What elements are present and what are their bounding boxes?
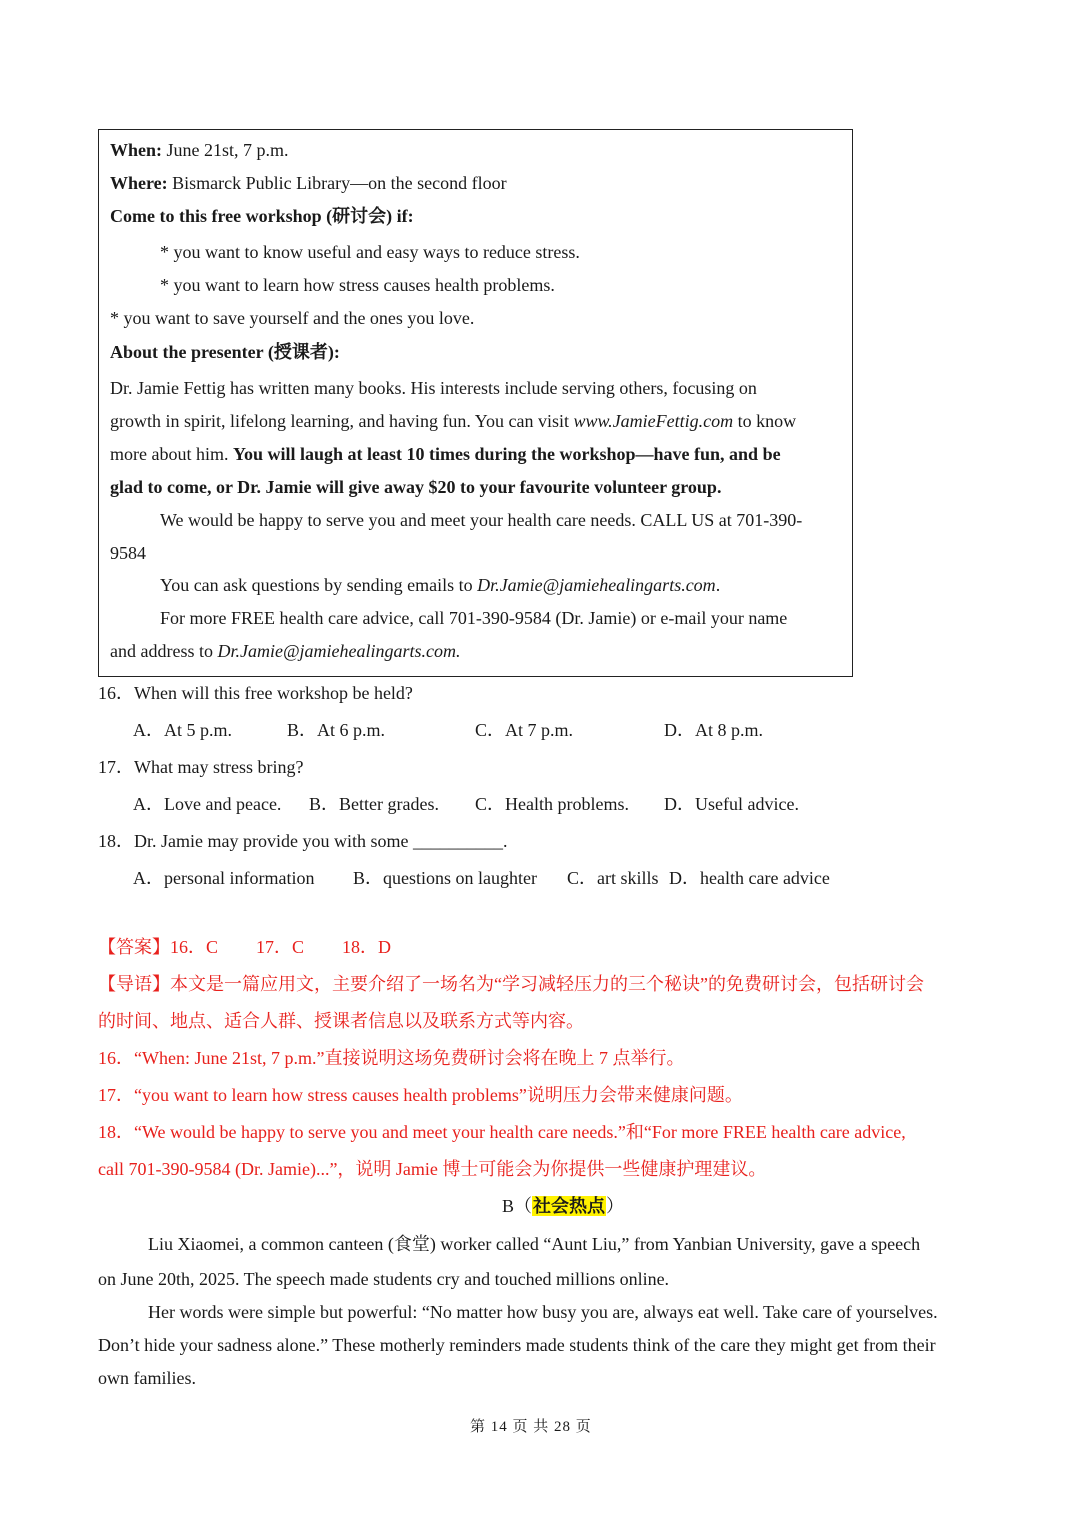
contact-line: 9584 — [110, 543, 146, 563]
bullet-item: * you want to know useful and easy ways to reduce stress. — [160, 242, 580, 262]
text: You can ask questions by sending emails to — [160, 575, 478, 595]
option-b: B．Better grades. — [309, 794, 439, 814]
presenter-paragraph-line — [110, 412, 796, 430]
option-a: A．At 5 p.m. — [133, 720, 232, 740]
bullet-item: * you want to save yourself and the ones you love. — [110, 308, 475, 328]
email-address: Dr.Jamie@jamiehealingarts.com — [477, 575, 716, 595]
bold-text: You will laugh at least 10 times during the workshop—have fun, and be — [232, 444, 781, 464]
page-number: 第 14 页 共 28 页 — [470, 1419, 592, 1435]
option-c: C．Health problems. — [475, 794, 629, 814]
presenter-paragraph-line — [110, 445, 781, 463]
presenter-paragraph-line: glad to come, or Dr. Jamie will give away $20 to your favourite volunteer group. — [110, 477, 722, 497]
passage-line: Her words were simple but powerful: “No matter how busy you are, always eat well. Take care of yourselves. — [148, 1302, 938, 1322]
where-value: Bismarck Public Library—on the second floor — [167, 173, 507, 193]
explanation-line: 18．“We would be happy to serve you and meet your health care needs.”和“For more FREE health care advice, — [98, 1122, 906, 1142]
answer-item: 16．C — [170, 937, 219, 957]
answer-line — [98, 938, 391, 956]
guide-label: 【导语】 — [98, 974, 170, 994]
option-d: D．health care advice — [669, 868, 830, 888]
text: to know — [733, 411, 797, 431]
passage-line: own families. — [98, 1368, 196, 1388]
section-tag: 社会热点 — [533, 1196, 606, 1216]
presenter-heading: About the presenter (授课者): — [110, 342, 340, 362]
answer-label: 【答案】 — [98, 937, 170, 957]
guide-line: 的时间、地点、适合人群、授课者信息以及联系方式等内容。 — [98, 1011, 584, 1031]
guide-text: 本文是一篇应用文，主要介绍了一场名为“学习减轻压力的三个秘诀”的免费研讨会，包括研讨会 — [170, 974, 924, 994]
presenter-paragraph-line: Dr. Jamie Fettig has written many books. His interests include serving others, focusing on — [110, 378, 757, 398]
when-label: When: — [110, 140, 163, 160]
guide-line — [98, 975, 924, 993]
answer-item: 17．C — [256, 937, 305, 957]
section-heading — [502, 1197, 624, 1215]
when-line — [110, 141, 289, 159]
question-stem: 17．What may stress bring? — [98, 757, 304, 777]
more-advice-line — [110, 642, 461, 660]
explanation-line: 17．“you want to learn how stress causes health problems”说明压力会带来健康问题。 — [98, 1085, 743, 1105]
bullet-item: * you want to learn how stress causes health problems. — [160, 275, 555, 295]
option-d: D．Useful advice. — [664, 794, 799, 814]
option-d: D．At 8 p.m. — [664, 720, 763, 740]
question-stem: 16．When will this free workshop be held? — [98, 683, 413, 703]
when-value: June 21st, 7 p.m. — [162, 140, 289, 160]
option-c: C．At 7 p.m. — [475, 720, 574, 740]
where-label: Where: — [110, 173, 168, 193]
text: . — [715, 575, 721, 595]
text: more about him. — [110, 444, 233, 464]
where-line — [110, 174, 507, 192]
text: and address to — [110, 641, 218, 661]
section-close: ） — [606, 1196, 625, 1216]
explanation-line: 16．“When: June 21st, 7 p.m.”直接说明这场免费研讨会将在晚上 7 点举行。 — [98, 1048, 685, 1068]
option-a: A．Love and peace. — [133, 794, 282, 814]
option-a: A．personal information — [133, 868, 315, 888]
option-b: B．questions on laughter — [353, 868, 537, 888]
passage-line: on June 20th, 2025. The speech made students cry and touched millions online. — [98, 1269, 670, 1289]
passage-line: Liu Xiaomei, a common canteen (食堂) worker called “Aunt Liu,” from Yanbian University, gave a speech — [148, 1234, 921, 1254]
passage-line: Don’t hide your sadness alone.” These motherly reminders made students think of the care they might get from their — [98, 1335, 936, 1355]
question-stem: 18．Dr. Jamie may provide you with some __________. — [98, 831, 508, 851]
contact-line: We would be happy to serve you and meet your health care needs. CALL US at 701-390- — [160, 510, 803, 530]
option-b: B．At 6 p.m. — [287, 720, 386, 740]
website-url: www.JamieFettig.com — [573, 411, 734, 431]
answer-item: 18．D — [342, 937, 392, 957]
workshop-heading: Come to this free workshop (研讨会) if: — [110, 206, 414, 226]
email-line — [160, 576, 720, 594]
email-address: Dr.Jamie@jamiehealingarts.com. — [217, 641, 461, 661]
explanation-line: call 701-390-9584 (Dr. Jamie)...”，说明 Jamie 博士可能会为你提供一些健康护理建议。 — [98, 1159, 767, 1179]
section-letter: B（ — [502, 1196, 533, 1216]
text: growth in spirit, lifelong learning, and having fun. You can visit — [110, 411, 574, 431]
more-advice-line: For more FREE health care advice, call 701-390-9584 (Dr. Jamie) or e-mail your name — [160, 608, 788, 628]
option-c: C．art skills — [567, 868, 659, 888]
